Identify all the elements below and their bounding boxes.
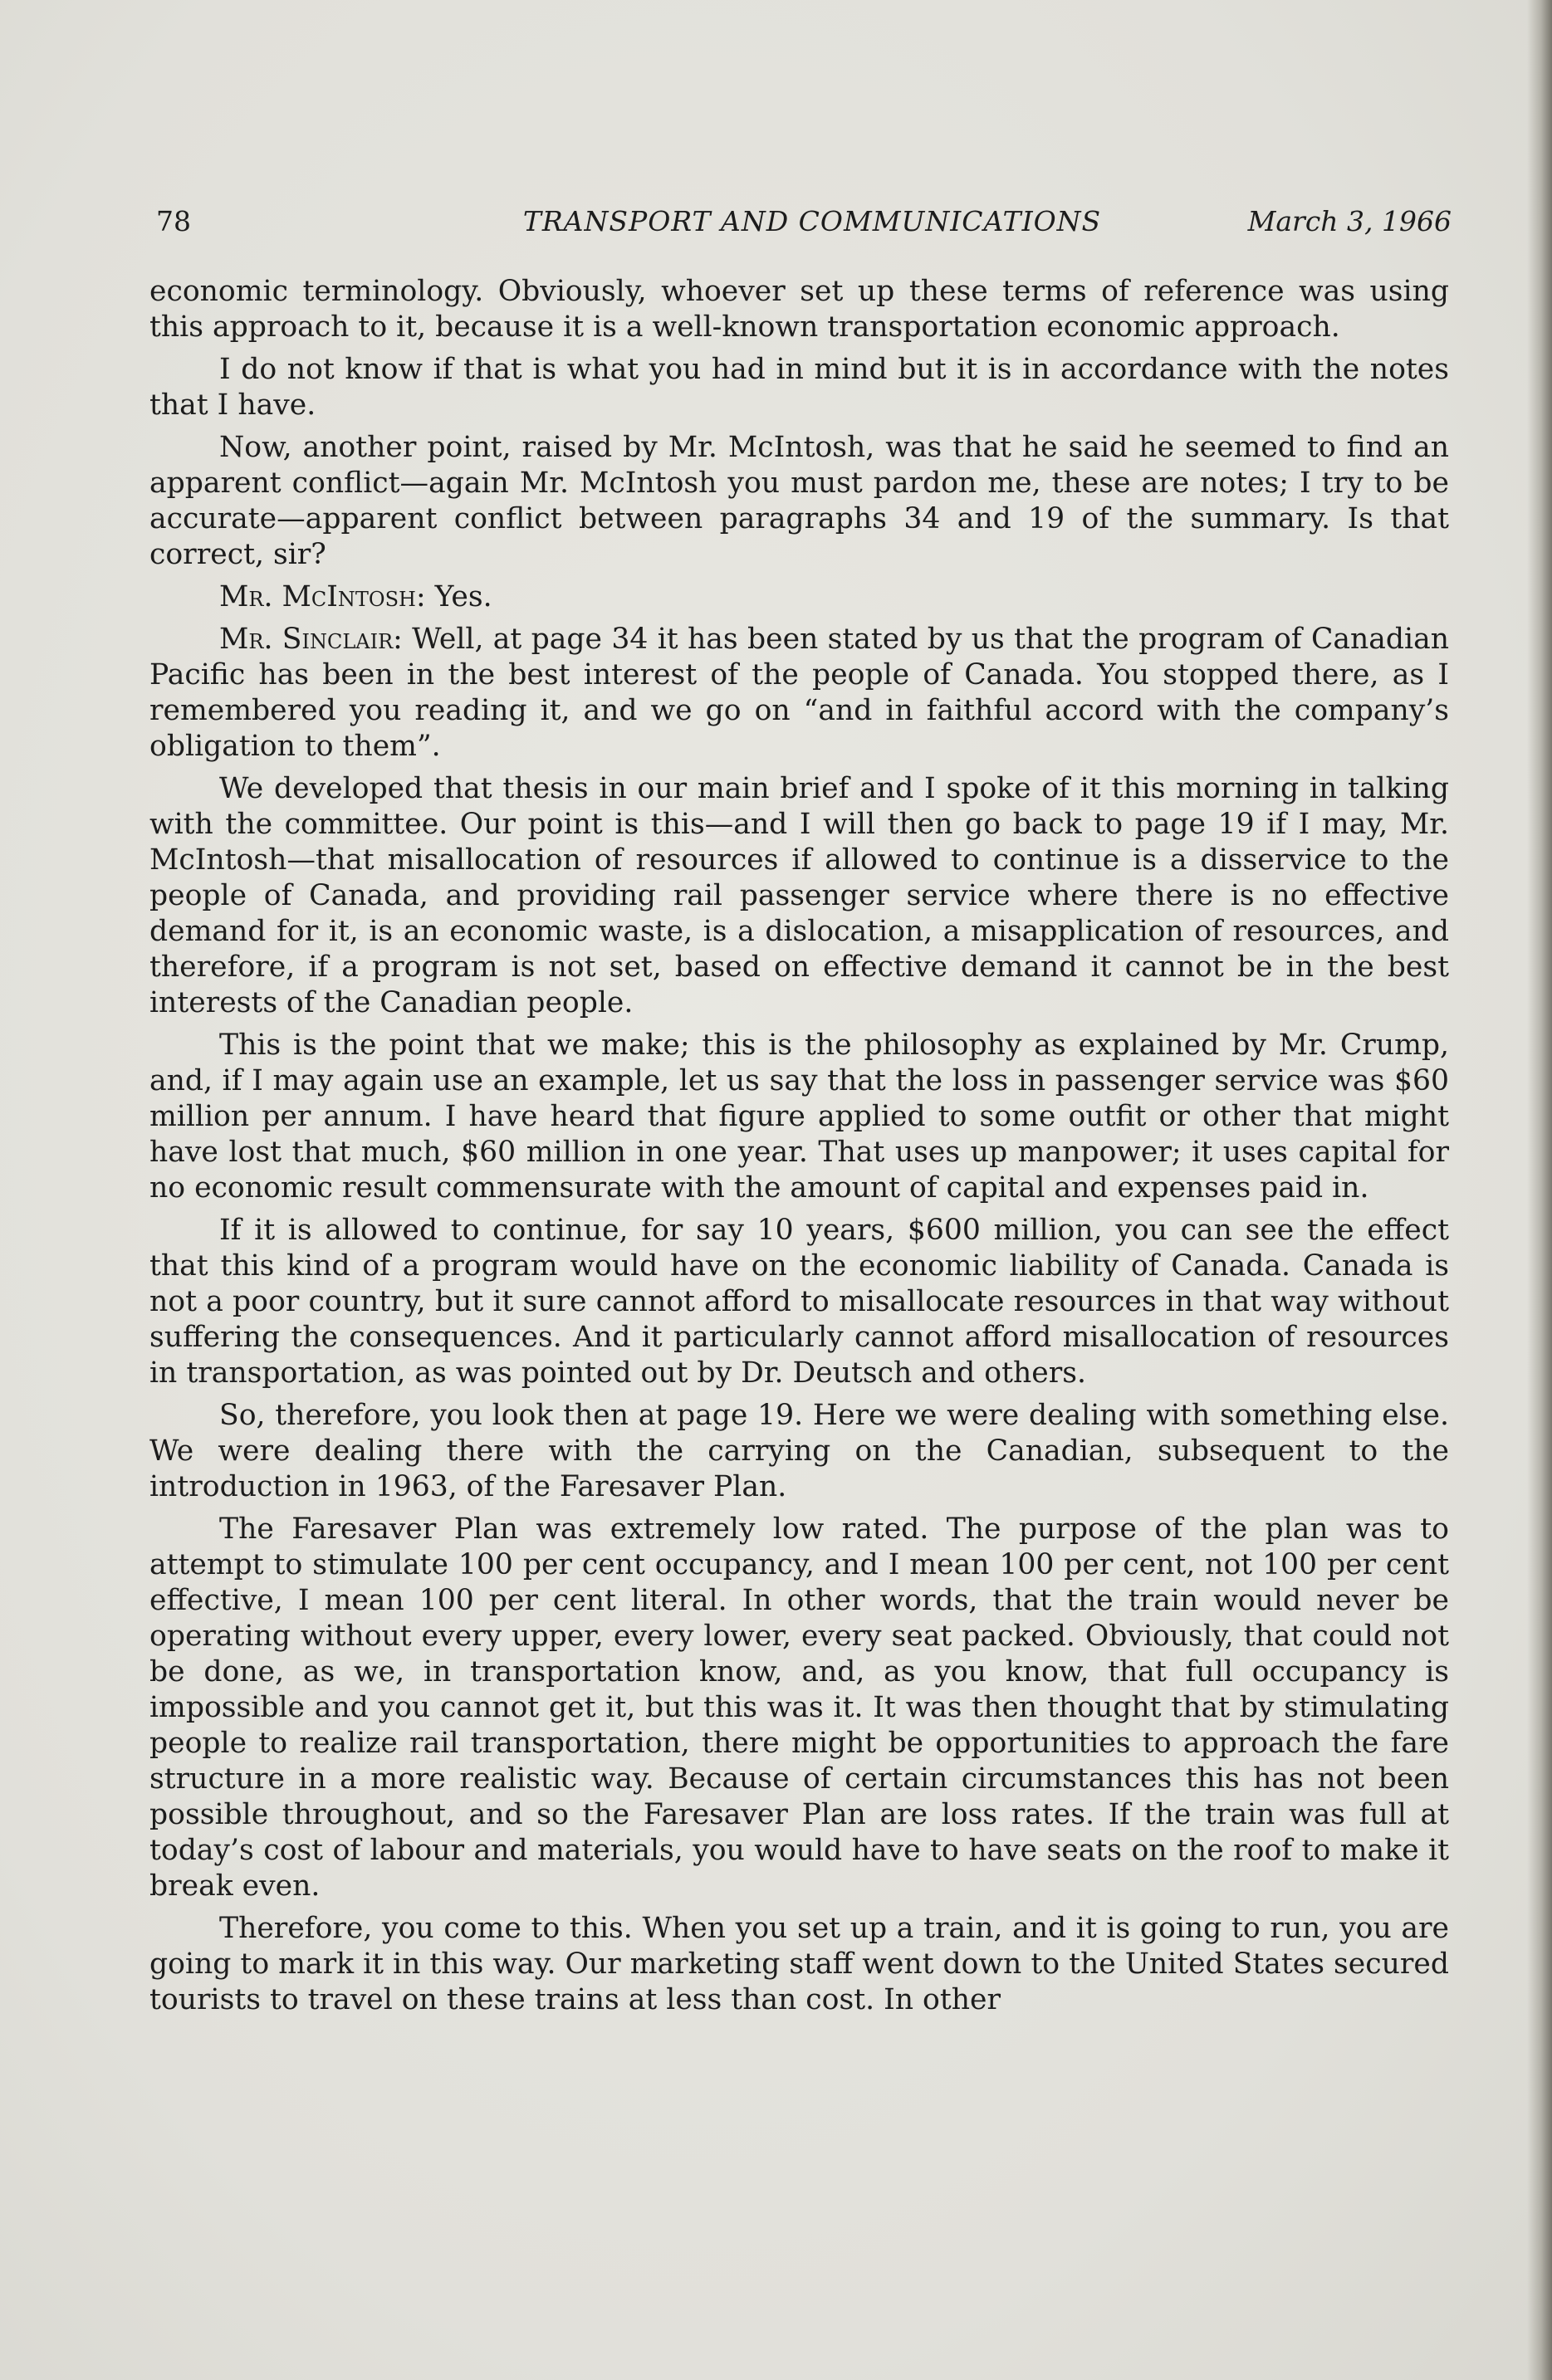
paragraph: I do not know if that is what you had in mind but it is in accordance with the notes that I have.	[149, 353, 1449, 422]
speaker-name: Mr. Sinclair:	[219, 623, 403, 656]
header-date: March 3, 1966	[1247, 205, 1452, 237]
speaker-name: Mr. McIntosh:	[219, 580, 426, 613]
paragraph: Now, another point, raised by Mr. McIntosh, was that he said he seemed to find an apparent conflict—again Mr. McIntosh you must pardon me, these are notes; I try to be accurate—apparent conflict between paragraphs 34 and 19 of the summary. Is that correct, sir?	[149, 431, 1449, 571]
paragraph: economic terminology. Obviously, whoever set up these terms of reference was using this approach to it, because it is a well-known transportation economic approach.	[149, 275, 1449, 344]
page-edge-shadow	[1527, 0, 1552, 2380]
paragraph: If it is allowed to continue, for say 10 years, $600 million, you can see the effect that this kind of a program would have on the economic liability of Canada. Canada is not a poor country, but it sure cannot afford to misallocate resources in that way without suffering the consequences. And it particularly cannot afford misallocation of resources in transportation, as was pointed out by Dr. Deutsch and others.	[149, 1214, 1449, 1390]
paragraph: So, therefore, you look then at page 19. Here we were dealing with something else. We were dealing there with the carrying on the Canadian, subsequent to the introduction in 1963, of the Faresaver Plan.	[149, 1399, 1449, 1503]
running-title: TRANSPORT AND COMMUNICATIONS	[522, 205, 1102, 237]
paragraph	[149, 622, 1449, 765]
paragraph	[149, 579, 1449, 615]
page-header	[156, 201, 1452, 242]
speech-text: Well, at page 34 it has been stated by us that the program of Canadian Pacific has been in the best interest of the people of Canada. You stopped there, as I remembered you reading it, and we go on “and in faithful accord with the company’s obligation to them”.	[149, 623, 1450, 763]
paragraph: We developed that thesis in our main brief and I spoke of it this morning in talking with the committee. Our point is this—and I will then go back to page 19 if I may, Mr. McIntosh—that misallocation of resources if allowed to continue is a disservice to the people of Canada, and providing rail passenger service where there is no effective demand for it, is an economic waste, is a dislocation, a misapplication of resources, and therefore, if a program is not set, based on effective demand it cannot be in the best interests of the Canadian people.	[149, 772, 1449, 1019]
paragraph: This is the point that we make; this is the philosophy as explained by Mr. Crump, and, if I may again use an example, let us say that the loss in passenger service was $60 million per annum. I have heard that figure applied to some outfit or other that might have lost that much, $60 million in one year. That uses up manpower; it uses capital for no economic result commensurate with the amount of capital and expenses paid in.	[149, 1029, 1449, 1205]
page-number: 78	[156, 205, 191, 237]
paragraph: The Faresaver Plan was extremely low rated. The purpose of the plan was to attempt to stimulate 100 per cent occupancy, and I mean 100 per cent, not 100 per cent effective, I mean 100 per cent literal. In other words, that the train would never be operating without every upper, every lower, every seat packed. Obviously, that could not be done, as we, in transportation know, and, as you know, that full occupancy is impossible and you cannot get it, but this was it. It was then thought that by stimulating people to realize rail transportation, there might be opportunities to approach the fare structure in a more realistic way. Because of certain circumstances this has not been possible throughout, and so the Faresaver Plan are loss rates. If the train was full at today’s cost of labour and materials, you would have to have seats on the roof to make it break even.	[149, 1513, 1449, 1903]
speech-text: Yes.	[425, 580, 492, 613]
body-text	[149, 274, 1449, 2025]
paragraph: Therefore, you come to this. When you set up a train, and it is going to run, you are going to mark it in this way. Our marketing staff went down to the United States secured tourists to travel on these trains at less than cost. In other	[149, 1912, 1449, 2016]
